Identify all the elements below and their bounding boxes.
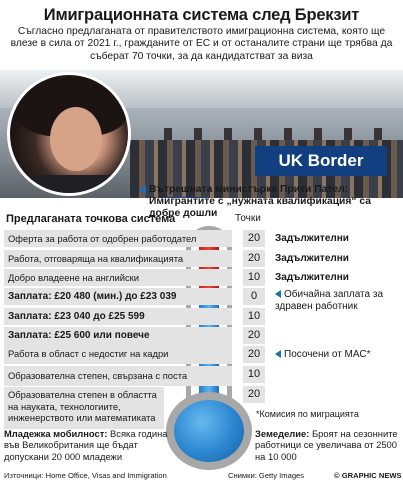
photo-caption xyxy=(140,184,402,220)
subtitle: Съгласно предлаганата от правителството имиграционна система, която ще влезе в сила от 2021 г., гражданите от ЕС и от останалите страни ще трябва да съберат 70 точки, за да кандидатстват за виза xyxy=(10,26,393,62)
points-value: 20 xyxy=(243,346,265,363)
table-row: Заплата: £20 480 (мин.) до £23 039 xyxy=(4,288,232,305)
points-tag xyxy=(275,349,401,361)
points-tag: Задължителни xyxy=(275,233,349,244)
points-value: 0 xyxy=(243,288,265,305)
tag-arrow-icon xyxy=(275,290,281,298)
uk-border-sign: UK Border xyxy=(255,146,387,176)
footnote: *Комисия по миграцията xyxy=(256,409,359,419)
table-heading: Предлаганата точкова система xyxy=(6,213,176,225)
youth-mobility-label: Младежка мобилност: xyxy=(4,428,108,439)
points-value: 10 xyxy=(243,366,265,383)
points-value: 10 xyxy=(243,269,265,286)
photo-caption-text: Вътрешната министърка Прити Пател: Имигрантите с „нужната квалификация“ са добре дошли xyxy=(149,184,371,219)
table-row: Добро владеене на английски xyxy=(4,269,232,286)
points-value: 20 xyxy=(243,230,265,247)
agriculture-note xyxy=(255,428,401,462)
points-tag-text: Посочени от МАС* xyxy=(284,349,371,360)
agriculture-text: Броят на сезонните работници се увеличава от 2500 на 10 000 xyxy=(255,428,398,462)
youth-mobility-text: Всяка година във Великобритания ще бъдат допускани 20 000 младежи xyxy=(4,428,168,462)
points-value: 20 xyxy=(243,327,265,344)
points-tag: Задължителни xyxy=(275,272,349,283)
table-row: Работа, отговаряща на квалификацията xyxy=(4,250,232,267)
points-heading: Точки xyxy=(235,213,261,224)
table-row: Заплата: £23 040 до £25 599 xyxy=(4,308,232,325)
portrait-shirt xyxy=(30,175,120,196)
youth-mobility-note xyxy=(4,428,184,462)
table-row: Образователна степен в областта на науката, технологиите, инженерството или математиката xyxy=(4,387,164,429)
page-title: Имиграционната система след Брекзит xyxy=(43,6,360,24)
thermometer-bulb-fill xyxy=(174,400,244,462)
portrait-face xyxy=(50,107,102,171)
points-tag xyxy=(275,289,401,312)
points-tag: Задължителни xyxy=(275,253,349,264)
tag-arrow-icon xyxy=(275,350,281,358)
points-tag-text: Обичайна заплата за здравен работник xyxy=(275,289,384,312)
photo-credit: Снимки: Getty Images xyxy=(228,471,305,480)
table-row: Образователна степен, свързана с поста xyxy=(4,366,232,386)
table-row: Работа в област с недостиг на кадри xyxy=(4,344,232,364)
portrait-photo xyxy=(7,72,131,196)
table-row: Заплата: £25 600 или повече xyxy=(4,327,232,344)
points-value: 20 xyxy=(243,386,265,403)
brand-logo: © GRAPHIC NEWS xyxy=(334,471,402,480)
table-row: Оферта за работа от одобрен работодател xyxy=(4,230,232,247)
caption-arrow-icon xyxy=(139,185,146,195)
agriculture-label: Земеделие: xyxy=(255,428,310,439)
points-value: 10 xyxy=(243,308,265,325)
source-line: Източници: Home Office, Visas and Immigration xyxy=(4,471,167,480)
points-value: 20 xyxy=(243,250,265,267)
